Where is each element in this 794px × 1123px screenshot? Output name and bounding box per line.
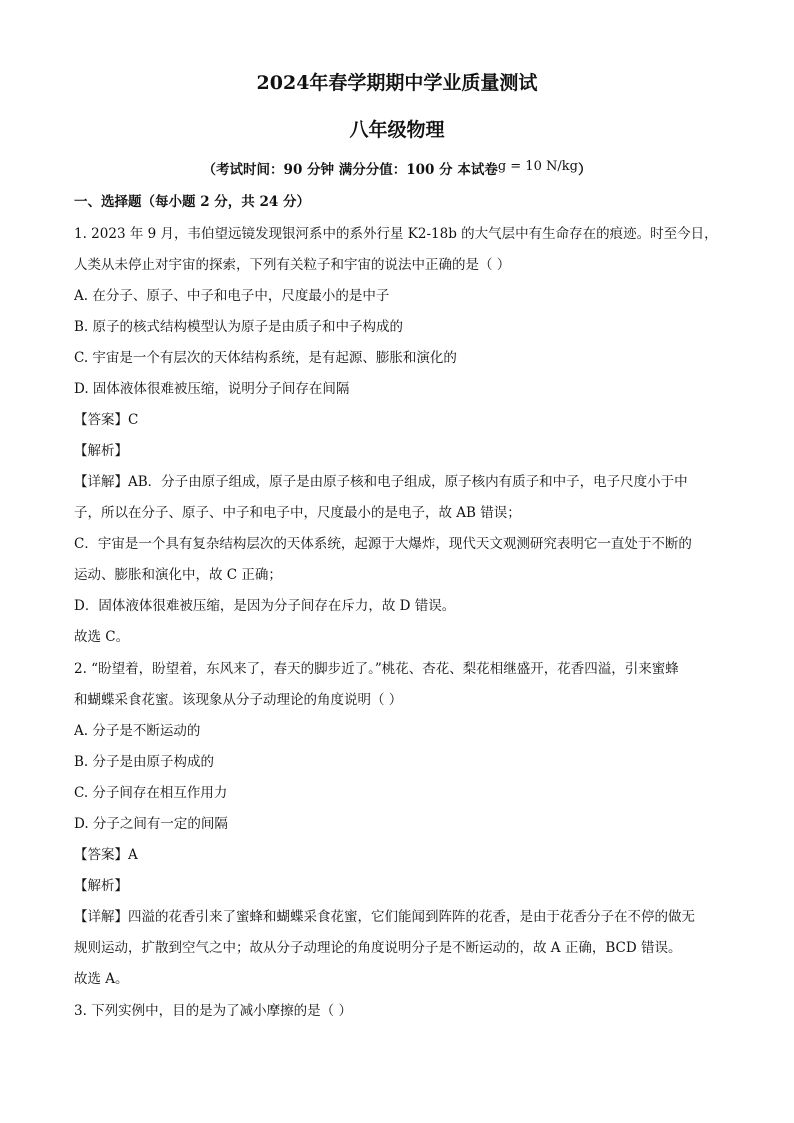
q1-stem-line2: 人类从未停止对宇宙的探索，下列有关粒子和宇宙的说法中正确的是（ ） bbox=[74, 257, 511, 273]
exam-info-text: （考试时间：90 分钟 满分分值：100 分 本试卷 bbox=[202, 162, 498, 178]
exam-info bbox=[0, 158, 794, 178]
q2-option-c: C. 分子间存在相互作用力 bbox=[74, 785, 228, 801]
q1-analysis-label: 【解析】 bbox=[74, 443, 128, 459]
section-title: 一、选择题（每小题 2 分，共 24 分） bbox=[74, 194, 310, 210]
q1-detail-line2: 子，所以在分子、原子、中子和电子中，尺度最小的是电子，故 AB 错误； bbox=[74, 505, 521, 521]
q1-option-b: B. 原子的核式结构模型认为原子是由质子和中子构成的 bbox=[74, 319, 404, 335]
q2-analysis-label: 【解析】 bbox=[74, 878, 128, 894]
q1-conclusion: 故选 C。 bbox=[74, 629, 130, 645]
q1-detail-line3: C．宇宙是一个具有复杂结构层次的天体系统，起源于大爆炸，现代天文观测研究表明它一直处于不断的 bbox=[74, 536, 692, 552]
q2-option-b: B. 分子是由原子构成的 bbox=[74, 754, 215, 770]
q3-stem-line1: 3. 下列实例中，目的是为了减小摩擦的是（ ） bbox=[74, 1003, 352, 1019]
exam-subtitle: 八年级物理 bbox=[349, 119, 445, 141]
q1-detail-line5: D．固体液体很难被压缩，是因为分子间存在斥力，故 D 错误。 bbox=[74, 598, 456, 614]
q1-option-d: D. 固体液体很难被压缩，说明分子间存在间隔 bbox=[74, 381, 350, 397]
q1-detail-line4: 运动、膨胀和演化中，故 C 正确； bbox=[74, 567, 282, 583]
q2-detail-line2: 规则运动，扩散到空气之中；故从分子动理论的角度说明分子是不断运动的，故 A 正确，BCD 错误。 bbox=[74, 940, 682, 956]
exam-info-close: ） bbox=[577, 162, 592, 178]
q2-option-a: A. 分子是不断运动的 bbox=[74, 723, 201, 739]
q1-option-c: C. 宇宙是一个有层次的天体结构系统，是有起源、膨胀和演化的 bbox=[74, 350, 457, 366]
q2-option-d: D. 分子之间有一定的间隔 bbox=[74, 816, 228, 832]
exam-title: 2024年春学期期中学业质量测试 bbox=[256, 72, 538, 94]
q2-stem-line1: 2. “盼望着，盼望着，东风来了，春天的脚步近了。”桃花、杏花、梨花相继盛开，花香四溢，引来蜜蜂 bbox=[74, 661, 679, 677]
q2-answer: 【答案】A bbox=[74, 847, 138, 863]
q1-answer: 【答案】C bbox=[74, 412, 139, 428]
q2-stem-line2: 和蝴蝶采食花蜜。该现象从分子动理论的角度说明（ ） bbox=[74, 692, 403, 708]
q2-detail-line1: 【详解】四溢的花香引来了蜜蜂和蝴蝶采食花蜜，它们能闻到阵阵的花香，是由于花香分子在不停的做无 bbox=[74, 909, 695, 925]
q1-option-a: A. 在分子、原子、中子和电子中，尺度最小的是中子 bbox=[74, 288, 390, 304]
q1-stem-line1: 1. 2023 年 9 月，韦伯望远镜发现银河系中的系外行星 K2-18b 的大气层中有生命存在的痕迹。时至今日， bbox=[74, 226, 718, 242]
gravity-formula: g = 10 N/kg bbox=[497, 159, 578, 174]
q1-detail-line1: 【详解】AB．分子由原子组成，原子是由原子核和电子组成，原子核内有质子和中子，电子尺度小于中 bbox=[74, 474, 688, 490]
q2-conclusion: 故选 A。 bbox=[74, 971, 129, 987]
